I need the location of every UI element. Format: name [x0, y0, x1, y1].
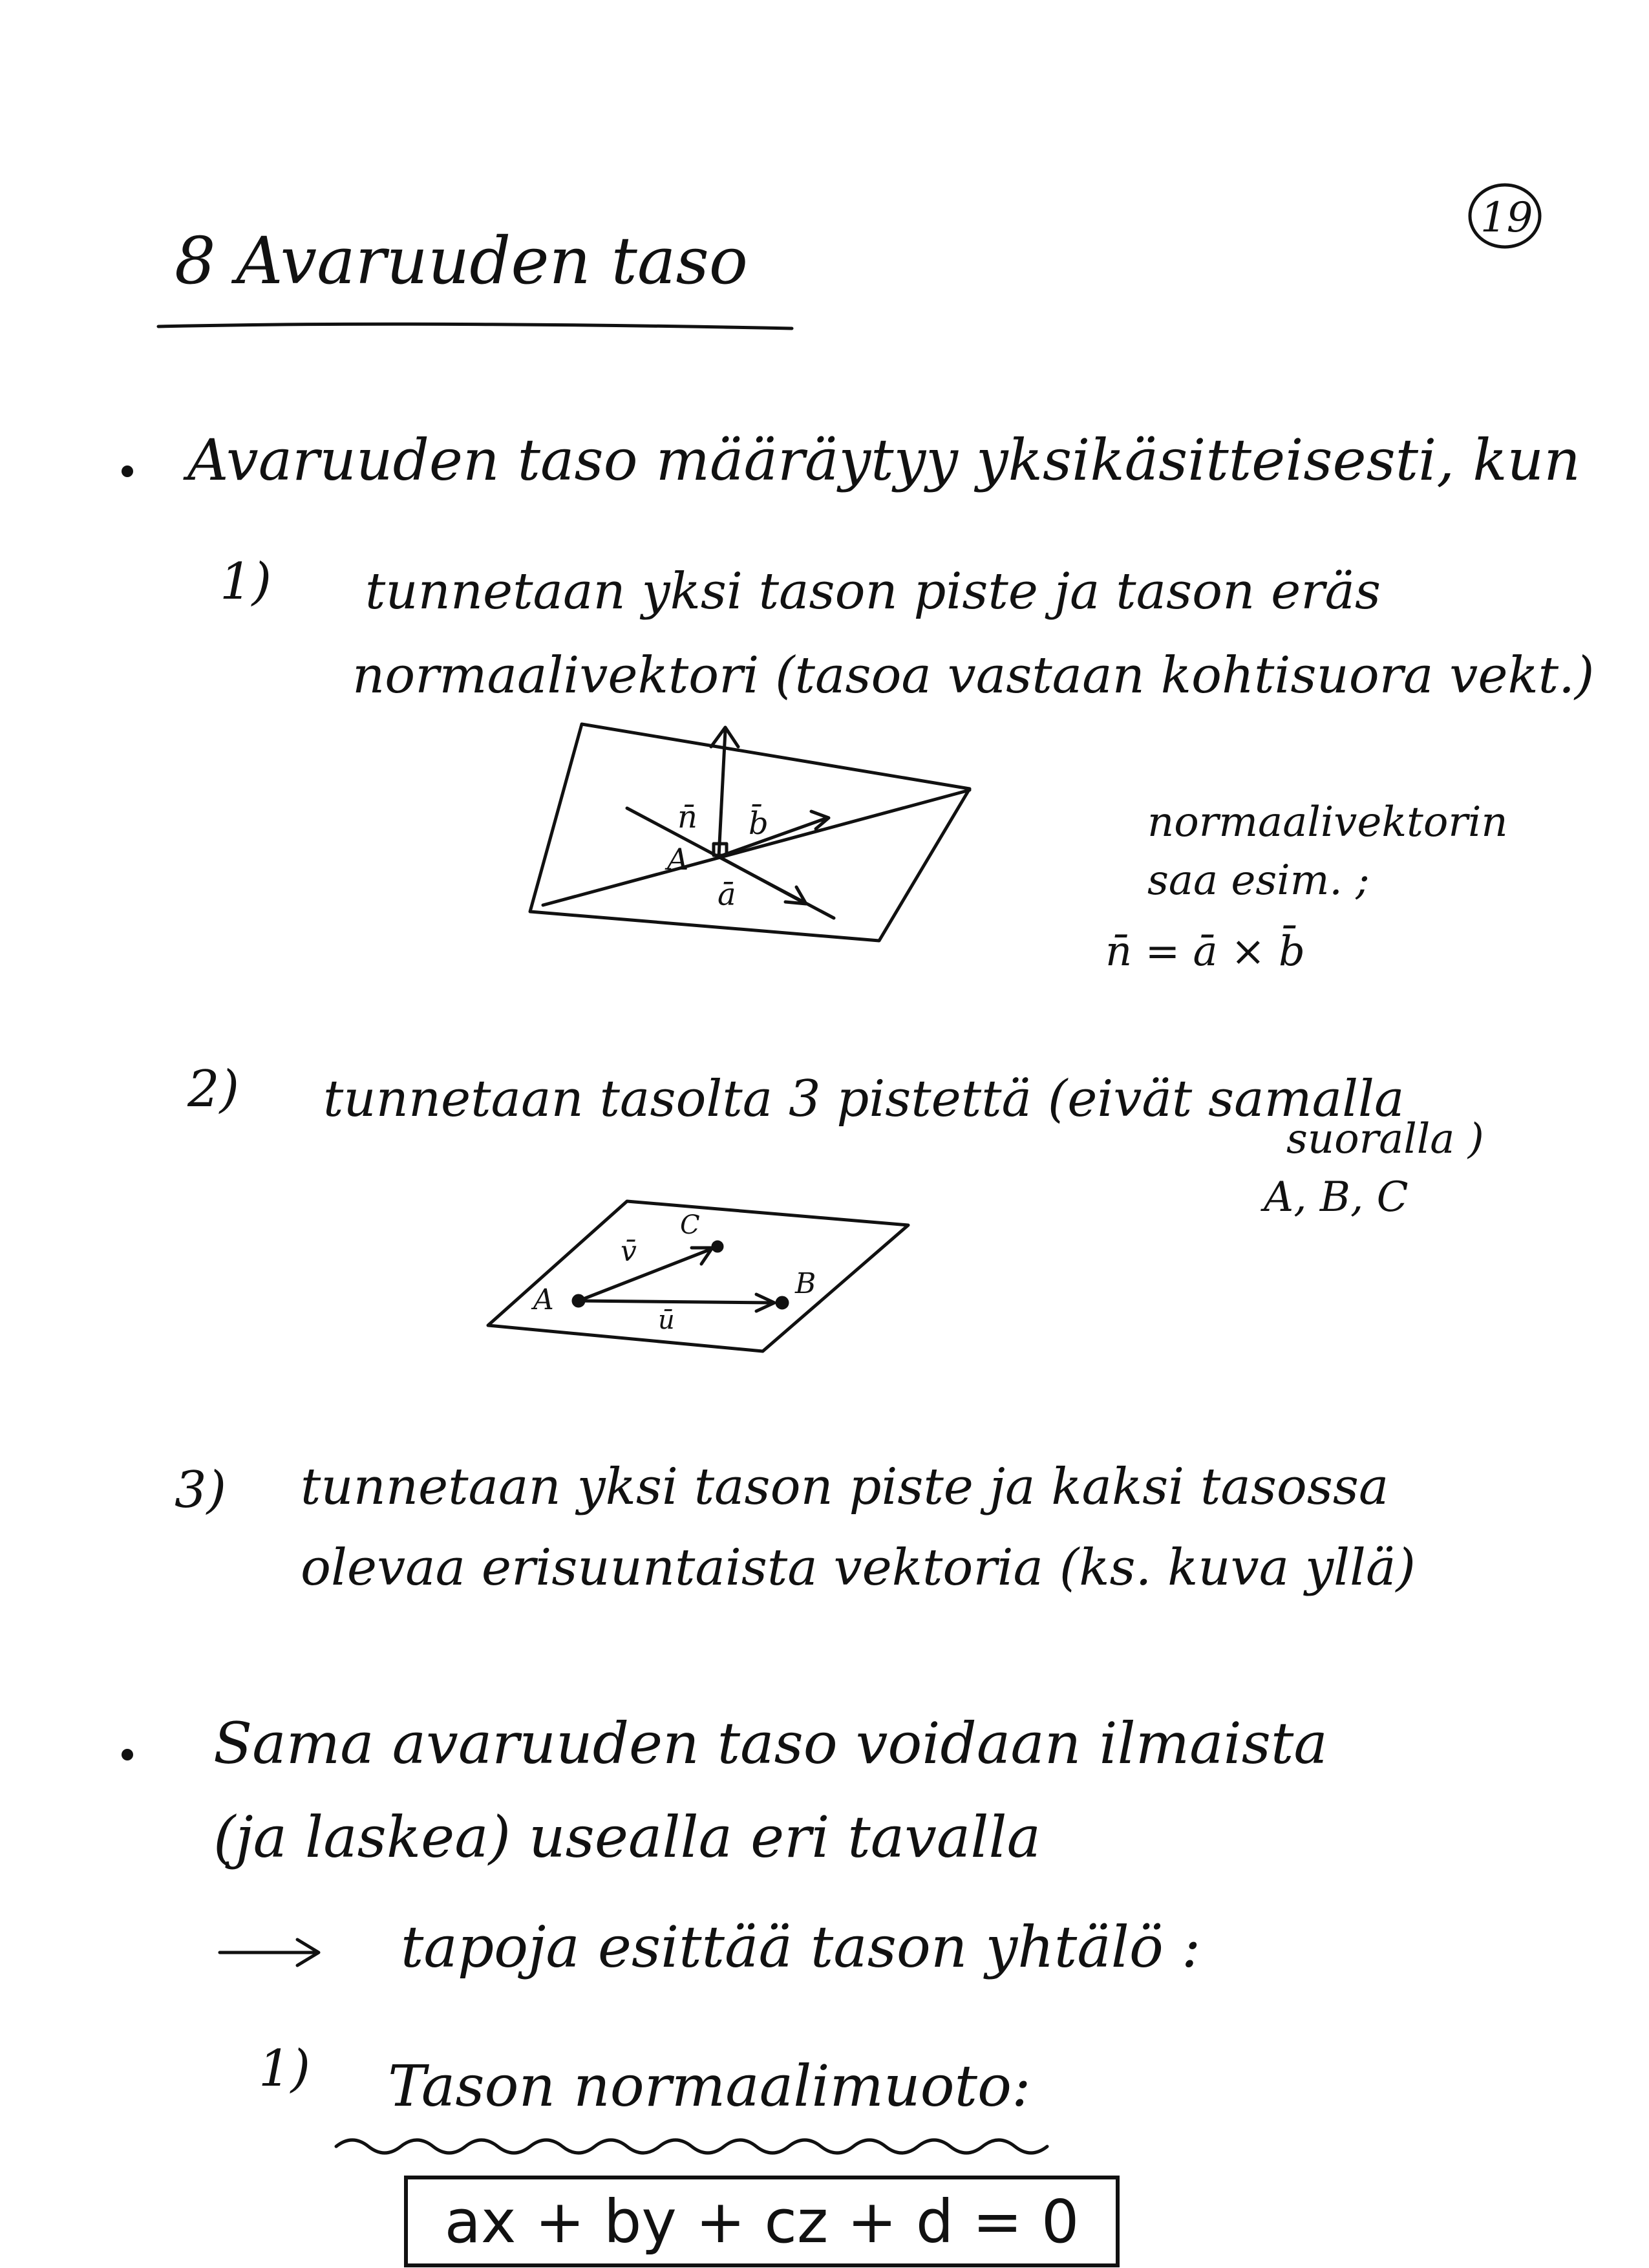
- label-b: b̄: [749, 806, 769, 842]
- point-C: [713, 1242, 722, 1251]
- note-normal-line2: saa esim. ;: [1147, 857, 1370, 904]
- vector-v: [579, 1249, 711, 1301]
- right-arrow-icon: [217, 1933, 326, 1972]
- plane-normal-figure: [517, 718, 995, 950]
- bullet2-line1: Sama avaruuden taso voidaan ilmaista: [213, 1710, 1328, 1777]
- page-number: 19: [1480, 194, 1533, 242]
- form1-number: 1): [259, 2040, 311, 2098]
- fig2-label-v: v̄: [621, 1235, 637, 1268]
- item1-line2: normaalivektori (tasoa vastaan kohtisuora vekt.): [352, 647, 1595, 705]
- fig2-label-u: ū: [658, 1305, 675, 1335]
- label-n: n̄: [677, 799, 697, 835]
- title-underline: [155, 317, 802, 336]
- normal-form-equation: ax + by + cz + d = 0: [444, 2187, 1080, 2256]
- wavy-underline: [333, 2127, 1070, 2159]
- bullet1-intro: Avaruuden taso määräytyy yksikäsitteisesti, kun: [187, 427, 1580, 493]
- plane-three-points-figure: [478, 1196, 918, 1364]
- note-normal-line1: normaalivektorin: [1147, 798, 1508, 846]
- form1-title: Tason normaalimuoto:: [388, 2053, 1031, 2119]
- vector-b: [719, 818, 827, 857]
- normal-form-equation-box: [404, 2176, 1120, 2267]
- item2-line1: tunnetaan tasolta 3 pistettä (eivät samalla: [323, 1070, 1405, 1128]
- vector-u: [579, 1301, 772, 1303]
- fig2-label-C: C: [680, 1210, 700, 1240]
- item3-line1: tunnetaan yksi tason piste ja kaksi tasossa: [301, 1458, 1389, 1516]
- page-title: 8 Avaruuden taso: [175, 223, 749, 299]
- bullet-dot: [122, 465, 133, 477]
- item1-number: 1): [220, 553, 272, 611]
- bullet-dot-2: [122, 1749, 133, 1760]
- arrow-line-text: tapoja esittää tason yhtälö :: [401, 1914, 1201, 1980]
- label-a: ā: [718, 877, 736, 913]
- item2-points: A, B, C: [1264, 1173, 1409, 1221]
- item1-line1: tunnetaan yksi tason piste ja tason eräs: [365, 562, 1381, 621]
- fig2-label-B: B: [795, 1267, 816, 1300]
- cross-product-formula: n̄ = ā × b̄: [1105, 928, 1305, 976]
- normal-vector: [719, 731, 725, 857]
- point-B: [777, 1298, 787, 1308]
- item2-line2: suoralla ): [1286, 1115, 1484, 1163]
- item3-line2: olevaa erisuuntaista vektoria (ks. kuva yllä): [301, 1539, 1416, 1597]
- label-A: A: [667, 842, 689, 877]
- bullet2-line2: (ja laskea) usealla eri tavalla: [213, 1804, 1041, 1870]
- item3-number: 3): [175, 1461, 227, 1519]
- fig2-label-A: A: [533, 1283, 554, 1316]
- item2-number: 2): [187, 1060, 240, 1118]
